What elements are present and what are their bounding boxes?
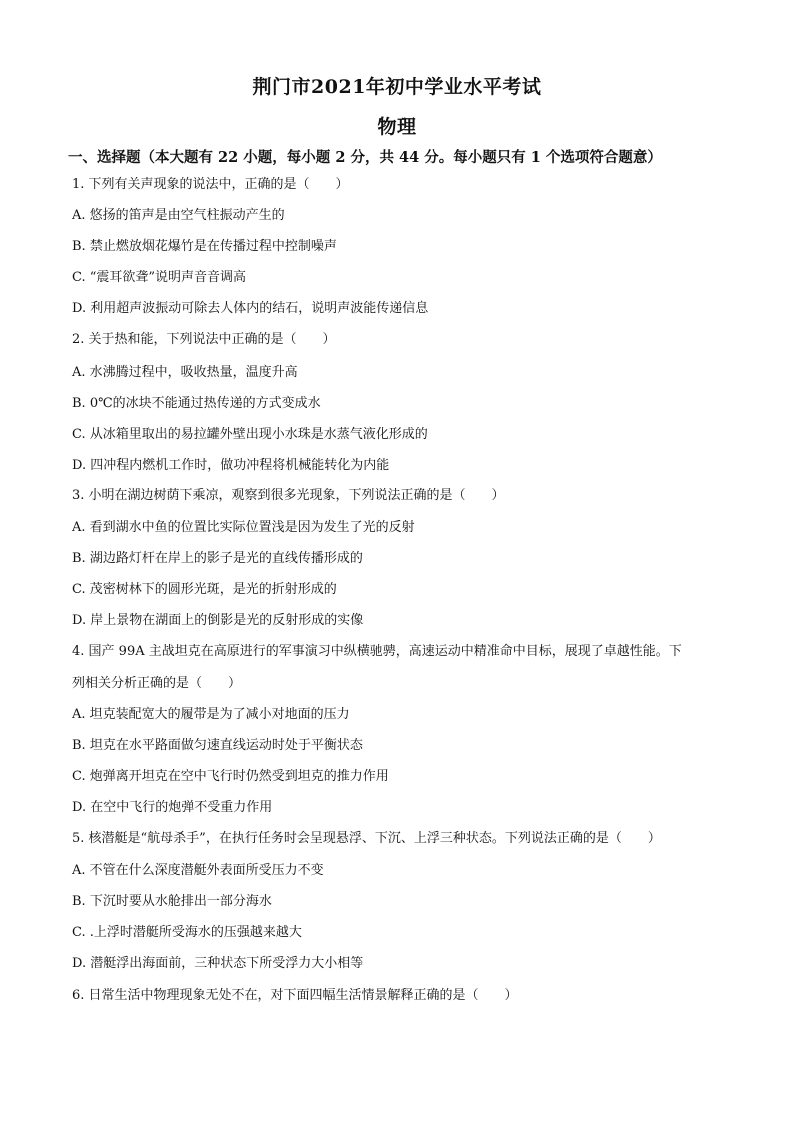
question-3-option-b: B. 湖边路灯杆在岸上的影子是光的直线传播形成的 (72, 551, 363, 566)
question-2-option-b: B. 0℃的冰块不能通过热传递的方式变成水 (72, 396, 321, 411)
question-2-option-c: C. 从冰箱里取出的易拉罐外壁出现小水珠是水蒸气液化形成的 (72, 427, 428, 442)
question-5-option-c: C. .上浮时潜艇所受海水的压强越来越大 (72, 925, 302, 940)
question-1-option-b: B. 禁止燃放烟花爆竹是在传播过程中控制噪声 (72, 239, 337, 254)
question-2-stem: 2. 关于热和能，下列说法中正确的是（ ） (72, 332, 336, 347)
question-4-option-b: B. 坦克在水平路面做匀速直线运动时处于平衡状态 (72, 738, 363, 753)
question-3-option-d: D. 岸上景物在湖面上的倒影是光的反射形成的实像 (72, 613, 364, 628)
question-4-option-d: D. 在空中飞行的炮弹不受重力作用 (72, 800, 273, 815)
question-1-stem: 1. 下列有关声现象的说法中，正确的是（ ） (72, 177, 349, 192)
question-1-option-a: A. 悠扬的笛声是由空气柱振动产生的 (72, 208, 285, 223)
section-heading: 一、选择题（本大题有 22 小题，每小题 2 分，共 44 分。每小题只有 1 个选项符合题意） (68, 149, 662, 166)
question-3-stem: 3. 小明在湖边树荫下乘凉，观察到很多光现象，下列说法正确的是（ ） (72, 488, 505, 503)
question-4-option-c: C. 炮弹离开坦克在空中飞行时仍然受到坦克的推力作用 (72, 769, 389, 784)
question-3-option-c: C. 茂密树林下的圆形光斑，是光的折射形成的 (72, 582, 337, 597)
exam-title: 荆门市2021年初中学业水平考试 (252, 76, 542, 98)
question-1-option-c: C. “震耳欲聋”说明声音音调高 (72, 270, 247, 285)
question-4-option-a: A. 坦克装配宽大的履带是为了减小对地面的压力 (72, 707, 350, 722)
question-3-option-a: A. 看到湖水中鱼的位置比实际位置浅是因为发生了光的反射 (72, 520, 415, 535)
question-5-option-b: B. 下沉时要从水舱排出一部分海水 (72, 894, 272, 909)
question-1-option-d: D. 利用超声波振动可除去人体内的结石，说明声波能传递信息 (72, 301, 429, 316)
question-2-option-a: A. 水沸腾过程中，吸收热量，温度升高 (72, 365, 298, 380)
question-2-option-d: D. 四冲程内燃机工作时，做功冲程将机械能转化为内能 (72, 458, 390, 473)
question-5-option-d: D. 潜艇浮出海面前，三种状态下所受浮力大小相等 (72, 956, 364, 971)
question-5-option-a: A. 不管在什么深度潜艇外表面所受压力不变 (72, 863, 324, 878)
question-4-stem-continued: 列相关分析正确的是（ ） (72, 676, 242, 691)
subject-title: 物理 (377, 116, 417, 138)
question-6-stem: 6. 日常生活中物理现象无处不在，对下面四幅生活情景解释正确的是（ ） (72, 988, 518, 1003)
question-5-stem: 5. 核潜艇是“航母杀手”，在执行任务时会呈现悬浮、下沉、上浮三种状态。下列说法正确的是（ ） (72, 831, 661, 846)
question-4-stem: 4. 国产 99A 主战坦克在高原进行的军事演习中纵横驰骋，高速运动中精准命中目标，展现了卓越性能。下 (72, 644, 682, 659)
